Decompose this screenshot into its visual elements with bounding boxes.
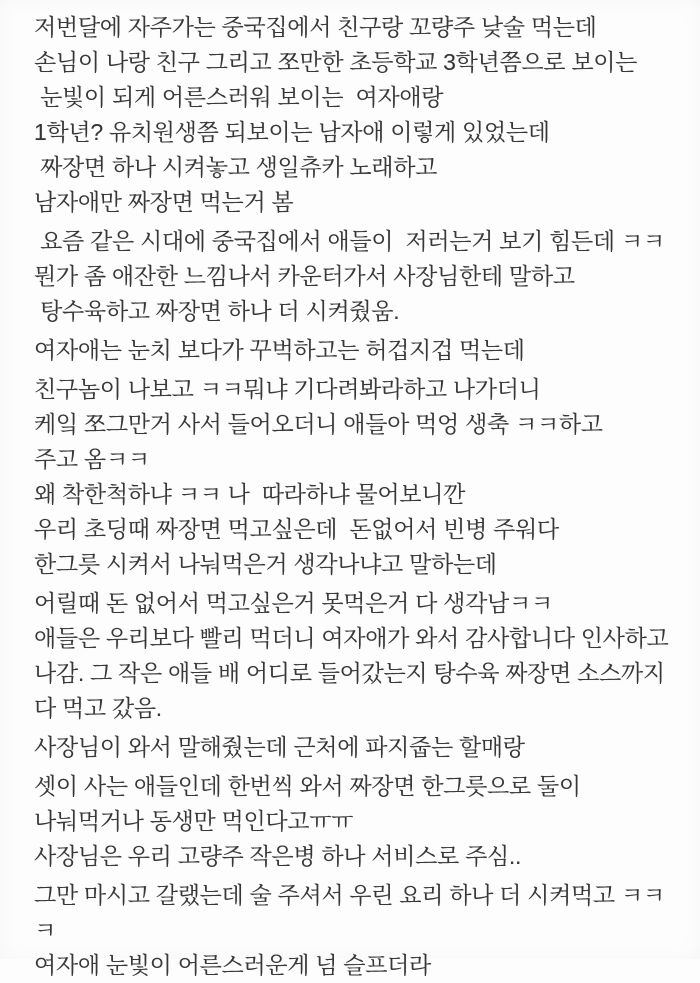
text-line: 여자애 눈빛이 어른스러운게 넘 슬프더라 — [34, 952, 431, 978]
text-line: 애들은 우리보다 빨리 먹더니 여자애가 와서 감사합니다 인사하고 — [34, 625, 669, 651]
text-line: 다 먹고 갔음. — [34, 695, 162, 721]
text-line: 한그릇 시켜서 나눠먹은거 생각나냐고 말하는데 — [34, 551, 497, 577]
text-line: 주고 옴ㅋㅋ — [34, 446, 150, 472]
text-line: 어릴때 돈 없어서 먹고싶은거 못먹은거 다 생각남ㅋㅋ — [34, 590, 553, 616]
text-line: 탕수육하고 짜장면 하나 더 시켜줬움. — [34, 298, 400, 324]
text-line: 나감. 그 작은 애들 배 어디로 들어갔는지 탕수육 짜장면 소스까지 — [34, 660, 665, 686]
text-line: 손님이 나랑 친구 그리고 쪼만한 초등학교 3학년쯤으로 보이는 — [34, 49, 638, 75]
text-line: 저번달에 자주가는 중국집에서 친구랑 꼬량주 낮술 먹는데 — [34, 14, 597, 40]
text-line: 케잌 쪼그만거 사서 들어오더니 애들아 먹엉 생축 ㅋㅋ하고 — [34, 411, 603, 437]
text-line: 여자애는 눈치 보다가 꾸벅하고는 허겁지겁 먹는데 — [34, 337, 525, 363]
text-line: 사장님이 와서 말해줬는데 근처에 파지줍는 할매랑 — [34, 734, 525, 760]
text-line: 우리 초딩때 짜장면 먹고싶은데 돈없어서 빈병 주워다 — [34, 516, 559, 542]
text-line: 1학년? 유치원생쯤 되보이는 남자애 이렇게 있었는데 — [34, 119, 550, 145]
text-line: 친구놈이 나보고 ㅋㅋ뭐냐 기다려봐라하고 나가더니 — [34, 376, 541, 402]
text-line: 요즘 같은 시대에 중국집에서 애들이 저러는거 보기 힘든데 ㅋㅋ — [34, 228, 665, 254]
text-line: 짜장면 하나 시켜놓고 생일츄카 노래하고 — [34, 154, 438, 180]
text-line: 사장님은 우리 고량주 작은병 하나 서비스로 주심.. — [34, 843, 522, 869]
text-line: 나눠먹거나 동생만 먹인다고ㅠㅠ — [34, 808, 354, 834]
text-line: 눈빛이 되게 어른스러워 보이는 여자애랑 — [34, 84, 444, 110]
text-line: 남자애만 짜장면 먹는거 봄 — [34, 189, 294, 215]
text-line: 왜 착한척하냐 ㅋㅋ 나 따라하냐 물어보니깐 — [34, 481, 466, 507]
post-text — [34, 10, 672, 983]
text-line: 셋이 사는 애들인데 한번씩 와서 짜장면 한그릇으로 둘이 — [34, 773, 581, 799]
text-line: 그만 마시고 갈랬는데 술 주셔서 우린 요리 하나 더 시켜먹고 ㅋㅋㅋ — [34, 882, 665, 943]
text-line: 뭔가 좀 애잔한 느낌나서 카운터가서 사장님한테 말하고 — [34, 263, 575, 289]
